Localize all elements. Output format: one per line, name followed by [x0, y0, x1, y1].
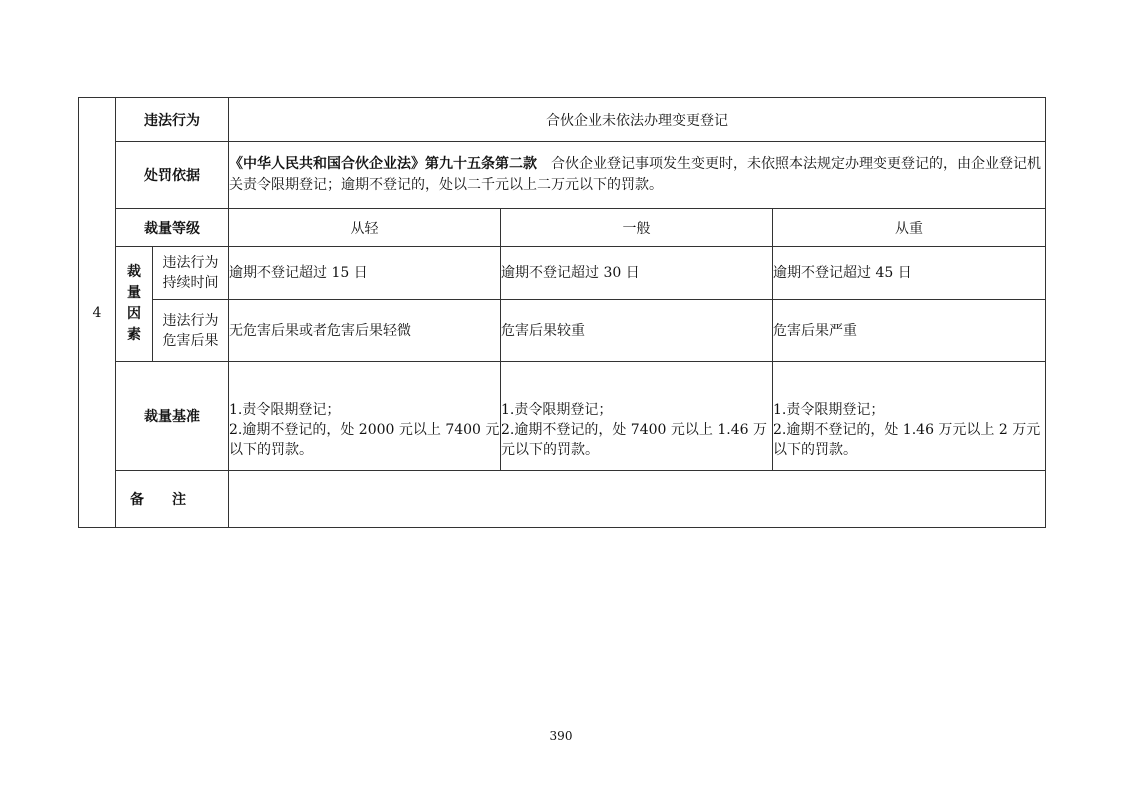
duration-label-line: 持续时间 — [162, 275, 219, 291]
factors-char: 量 — [127, 285, 141, 301]
standard-line: 1.责令限期登记； — [501, 401, 613, 418]
harm-general: 危害后果较重 — [501, 300, 773, 362]
duration-label-line: 违法行为 — [162, 255, 219, 271]
remarks-value — [229, 471, 1046, 528]
penalty-discretion-table — [78, 97, 1046, 528]
level-label: 裁量等级 — [116, 209, 229, 247]
level-general: 一般 — [501, 209, 773, 247]
standard-line: 2.逾期不登记的，处 1.46 万元以上 2 万元 — [773, 421, 1041, 438]
row-number: 4 — [79, 98, 116, 528]
harm-label-line: 危害后果 — [162, 332, 219, 349]
factors-label — [116, 247, 153, 362]
basis-row — [79, 142, 1046, 209]
remarks-label: 备注 — [116, 471, 229, 528]
standard-label: 裁量基准 — [116, 362, 229, 471]
harm-heavy: 危害后果严重 — [773, 300, 1046, 362]
standard-line: 元以下的罚款。 — [501, 441, 599, 458]
standard-line: 以下的罚款。 — [773, 441, 857, 458]
standard-line: 2.逾期不登记的，处 2000 元以上 7400 元 — [229, 421, 500, 438]
standard-general — [501, 362, 773, 471]
level-heavy: 从重 — [773, 209, 1046, 247]
duration-general: 逾期不登记超过 30 日 — [501, 247, 773, 300]
violation-label: 违法行为 — [116, 98, 229, 142]
basis-cell — [229, 142, 1046, 209]
harm-label-line: 违法行为 — [162, 312, 219, 329]
harm-light: 无危害后果或者危害后果轻微 — [229, 300, 501, 362]
duration-heavy: 逾期不登记超过 45 日 — [773, 247, 1046, 300]
factors-char: 因 — [127, 306, 141, 322]
basis-label: 处罚依据 — [116, 142, 229, 209]
duration-light: 逾期不登记超过 15 日 — [229, 247, 501, 300]
standard-row — [79, 362, 1046, 471]
standard-line: 以下的罚款。 — [229, 441, 313, 458]
basis-text: 合伙企业登记事项发生变更时，未依照本法规定办理变更登记的，由企业登记机关责令限期登记；逾期不登记的，处以二千元以上二万元以下的罚款。 — [229, 156, 1041, 193]
harm-row — [79, 300, 1046, 362]
violation-row — [79, 98, 1046, 142]
standard-heavy — [773, 362, 1046, 471]
level-row — [79, 209, 1046, 247]
violation-text: 合伙企业未依法办理变更登记 — [229, 98, 1046, 142]
standard-light — [229, 362, 501, 471]
duration-label — [153, 247, 229, 300]
standard-line: 2.逾期不登记的，处 7400 元以上 1.46 万 — [501, 421, 767, 438]
standard-line: 1.责令限期登记； — [229, 401, 341, 418]
level-light: 从轻 — [229, 209, 501, 247]
duration-row — [79, 247, 1046, 300]
basis-law-title: 《中华人民共和国合伙企业法》第九十五条第二款 — [229, 156, 537, 172]
page-number: 390 — [549, 729, 573, 743]
factors-char: 裁 — [127, 264, 141, 280]
remarks-row — [79, 471, 1046, 528]
standard-line: 1.责令限期登记； — [773, 401, 885, 418]
harm-label — [153, 300, 229, 362]
factors-char: 素 — [127, 327, 141, 343]
